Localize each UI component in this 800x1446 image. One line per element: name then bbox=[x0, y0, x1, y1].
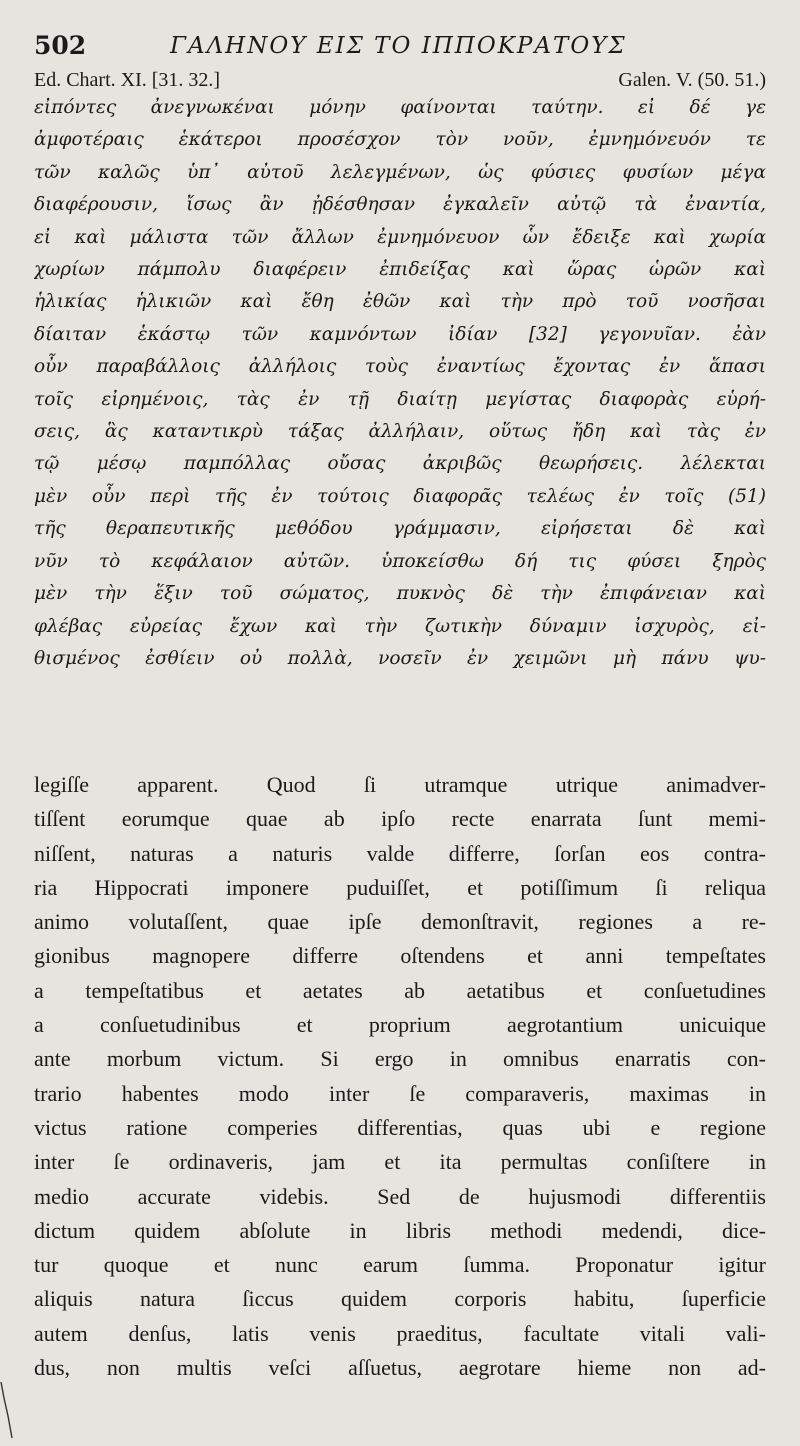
greek-line: τοῖς εἰρημένοις, τὰς ἐν τῇ διαίτῃ μεγίστας διαφορὰς εὑρή- bbox=[34, 388, 766, 410]
latin-line: ante morbum victum. Si ergo in omnibus enarratis con- bbox=[34, 1046, 766, 1072]
running-title: ΓΑΛΗΝΟΥ ΕΙΣ ΤΟ ΙΠΠΟΚΡΑΤΟΥΣ bbox=[170, 33, 627, 59]
latin-line: tur quoque et nunc earum ſumma. Proponatur igitur bbox=[34, 1252, 766, 1278]
greek-text-block bbox=[34, 92, 766, 675]
greek-line: διαφέρουσιν, ἴσως ἂν ᾐδέσθησαν ἐγκαλεῖν αὐτῷ τὰ ἐναντία, bbox=[34, 194, 766, 216]
latin-text-block bbox=[34, 768, 766, 1385]
latin-line: ria Hippocrati imponere puduiſſet, et potiſſimum ſi reliqua bbox=[34, 874, 766, 900]
page-header bbox=[34, 22, 774, 70]
latin-line: animo volutaſſent, quae ipſe demonſtravit, regiones a re- bbox=[34, 909, 766, 935]
edition-reference-left: Ed. Chart. XI. [31. 32.] bbox=[34, 69, 221, 91]
greek-line: εἰ καὶ μάλιστα τῶν ἄλλων ἐμνημόνευον ὧν ἔδειξε καὶ χωρία bbox=[34, 226, 766, 248]
latin-line: a tempeſtatibus et aetates ab aetatibus et conſuetudines bbox=[34, 977, 766, 1003]
greek-line: φλέβας εὐρείας ἔχων καὶ τὴν ζωτικὴν δύναμιν ἰσχυρὸς, εἰ- bbox=[34, 615, 766, 637]
greek-line: νῦν τὸ κεφάλαιον αὐτῶν. ὑποκείσθω δή τις φύσει ξηρὸς bbox=[34, 550, 766, 572]
latin-line: medio accurate videbis. Sed de hujusmodi differentiis bbox=[34, 1183, 766, 1209]
latin-line: autem denſus, latis venis praeditus, facultate vitali vali- bbox=[34, 1320, 766, 1346]
edition-reference-right: Galen. V. (50. 51.) bbox=[618, 69, 766, 91]
greek-line: τῷ μέσῳ παμπόλλας οὔσας ἀκριβῶς θεωρήσεις. λέλεκται bbox=[34, 453, 766, 475]
latin-line: legiſſe apparent. Quod ſi utramque utrique animadver- bbox=[34, 772, 766, 797]
latin-line: gionibus magnopere differre oſtendens et anni tempeſtates bbox=[34, 943, 766, 969]
latin-line: a conſuetudinibus et proprium aegrotantium unicuique bbox=[34, 1012, 766, 1038]
greek-line: οὖν παραβάλλοις ἀλλήλοις τοὺς ἐναντίως ἔχοντας ἐν ἅπασι bbox=[34, 356, 766, 378]
latin-line: victus ratione comperies differentias, quas ubi e regione bbox=[34, 1114, 766, 1140]
greek-line: ἀμφοτέραις ἑκάτεροι προσέσχον τὸν νοῦν, ἐμνημόνευόν τε bbox=[34, 129, 766, 151]
greek-line: τῆς θεραπευτικῆς μεθόδου γράμμασιν, εἰρήσεται δὲ καὶ bbox=[34, 518, 766, 540]
latin-line: trario habentes modo inter ſe comparaveris, maximas in bbox=[34, 1080, 766, 1106]
greek-line: ἡλικίας ἡλικιῶν καὶ ἔθη ἐθῶν καὶ τὴν πρὸ τοῦ νοσῆσαι bbox=[34, 291, 766, 313]
greek-line: τῶν καλῶς ὑπ᾽ αὐτοῦ λελεγμένων, ὡς φύσιες φυσίων μέγα bbox=[34, 161, 766, 183]
greek-line: μὲν τὴν ἕξιν τοῦ σώματος, πυκνὸς δὲ τὴν ἐπιφάνειαν καὶ bbox=[34, 583, 766, 605]
greek-line: χωρίων πάμπολυ διαφέρειν ἐπιδείξας καὶ ὥρας ὡρῶν καὶ bbox=[34, 259, 766, 281]
latin-line: aliquis natura ſiccus quidem corporis habitu, ſuperficie bbox=[34, 1286, 766, 1312]
greek-line: θισμένος ἐσθίειν οὐ πολλὰ, νοσεῖν ἐν χειμῶνι μὴ πάνυ ψυ- bbox=[34, 647, 766, 669]
greek-line: δίαιταν ἑκάστῳ τῶν καμνόντων ἰδίαν [32] γεγονυῖαν. ἐὰν bbox=[34, 323, 766, 345]
margin-pen-mark bbox=[0, 1380, 14, 1440]
greek-line: εἰπόντες ἀνεγνωκέναι μόνην φαίνονται ταύτην. εἰ δέ γε bbox=[34, 97, 766, 118]
latin-line: dictum quidem abſolute in libris methodi medendi, dice- bbox=[34, 1217, 766, 1243]
latin-line: tiſſent eorumque quae ab ipſo recte enarrata ſunt memi- bbox=[34, 806, 766, 832]
latin-line: dus, non multis veſci aſſuetus, aegrotare hieme non ad- bbox=[34, 1355, 766, 1381]
greek-line: σεις, ἃς καταντικρὺ τάξας ἀλλήλαιν, οὕτως ἤδη καὶ τὰς ἐν bbox=[34, 421, 766, 443]
latin-line: niſſent, naturas a naturis valde differre, ſorſan eos contra- bbox=[34, 840, 766, 866]
page-number: 502 bbox=[34, 31, 87, 60]
latin-line: inter ſe ordinaveris, jam et ita permultas conſiſtere in bbox=[34, 1149, 766, 1175]
greek-line: μὲν οὖν περὶ τῆς ἐν τούτοις διαφορᾶς τελέως ἐν τοῖς (51) bbox=[34, 485, 766, 507]
